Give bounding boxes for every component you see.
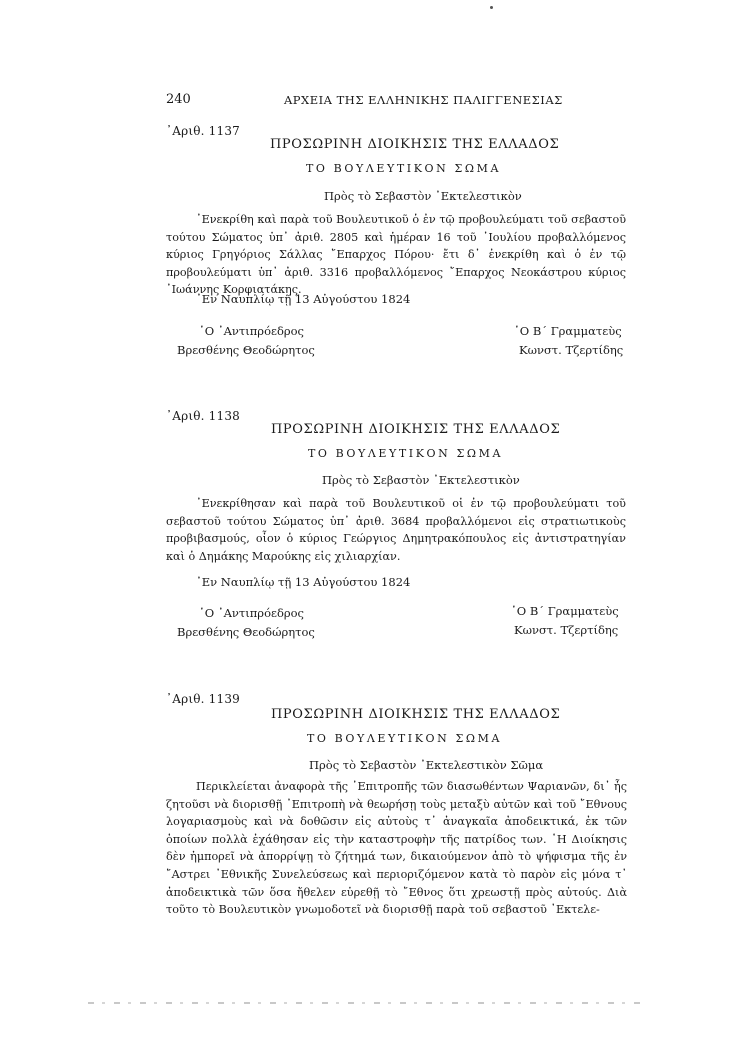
document-heading-body: ΤΟ ΒΟΥΛΕΥΤΙΚΟΝ ΣΩΜΑ	[307, 732, 502, 745]
document-heading-body: ΤΟ ΒΟΥΛΕΥΤΙΚΟΝ ΣΩΜΑ	[308, 447, 503, 460]
document-recipient: Πρὸς τὸ Σεβαστὸν ᾿Εκτελεστικὸν	[324, 189, 522, 203]
document-date: ᾿Εν Ναυπλίῳ τῇ 13 Αὐγούστου 1824	[196, 292, 411, 306]
signature-left-title: ῾Ο ᾿Αντιπρόεδρος	[199, 606, 304, 620]
signature-right-title: ῾Ο Β΄ Γραμματεὺς	[514, 324, 622, 338]
document-body: ᾿Ενεκρίθη καὶ παρὰ τοῦ Βουλευτικοῦ ὁ ἐν τῷ προβουλεύματι τοῦ σεβαστοῦ τούτου Σώματος ὑπ᾿ ἀριθ. 2805 καὶ ἡμέραν 16 τοῦ ᾿Ιουλίου προβαλλόμενος κύριος Γρηγόριος Σάλλας ῎Επαρχος Πόρου· ἔτι δ᾿ ἐνεκρίθη καὶ ὁ ἐν τῷ προβουλεύματι ὑπ᾿ ἀριθ. 3316 προβαλλόμενος ῎Επαρχος Νεοκάστρου κύριος ᾿Ιωάννης Κορφιατάκης.	[166, 213, 626, 297]
document-number: ᾿Αριθ. 1138	[166, 409, 241, 423]
signature-right-title: ῾Ο Β΄ Γραμματεὺς	[511, 604, 619, 618]
signature-left-name: Βρεσθένης Θεοδώρητος	[177, 343, 315, 357]
running-header-title: ΑΡΧΕΙΑ ΤΗΣ ΕΛΛΗΝΙΚΗΣ ΠΑΛΙΓΓΕΝΕΣΙΑΣ	[284, 93, 563, 107]
document-body: Περικλείεται ἀναφορὰ τῆς ᾿Επιτροπῆς τῶν διασωθέντων Ψαριανῶν, δι᾿ ἧς ζητοῦσι νὰ διορισθῇ ᾿Επιτροπὴ νὰ θεωρήσῃ τοὺς μεταξὺ αὐτῶν καὶ τοῦ ῎Εθνους λογαριασμοὺς καὶ νὰ δοθῶσιν εἰς αὐτοὺς τ᾿ ἀναγκαῖα ἀποδεικτικά, ἐκ τῶν ὁποίων πολλὰ ἐχάθησαν εἰς τὴν καταστροφὴν τῆς πατρίδος των. ῾Η Διοίκησις δὲν ἠμπορεῖ νὰ ἀπορρίψῃ τὸ ζήτημά των, δικαιούμενον ἀπὸ τὸ ψήφισμα τῆς ἐν ῎Αστρει ᾿Εθνικῆς Συνελεύσεως καὶ περιοριζόμενον κατὰ τὸ παρὸν εἰς μόνα τ᾿ ἀποδεικτικὰ τῶν ὅσα ἤθελεν εὑρεθῇ τὸ ῎Εθνος ὅτι χρεωστῇ πρὸς αὐτούς. Διὰ τοῦτο τὸ Βουλευτικὸν γνωμοδοτεῖ νὰ διορισθῇ παρὰ τοῦ σεβαστοῦ ᾿Εκτελε-	[166, 780, 627, 917]
signature-right-name: Κωνστ. Τζερτίδης	[519, 343, 624, 357]
scan-edge-noise	[88, 1002, 648, 1004]
document-recipient: Πρὸς τὸ Σεβαστὸν ᾿Εκτελεστικὸν Σῶμα	[309, 758, 544, 772]
document-recipient: Πρὸς τὸ Σεβαστὸν ᾿Εκτελεστικὸν	[322, 473, 520, 487]
document-heading-government: ΠΡΟΣΩΡΙΝΗ ΔΙΟΙΚΗΣΙΣ ΤΗΣ ΕΛΛΑΔΟΣ	[271, 422, 561, 437]
scan-speck	[490, 6, 493, 9]
document-date: ᾿Εν Ναυπλίῳ τῇ 13 Αὐγούστου 1824	[196, 575, 411, 589]
signature-right-name: Κωνστ. Τζερτίδης	[514, 623, 619, 637]
document-heading-body: ΤΟ ΒΟΥΛΕΥΤΙΚΟΝ ΣΩΜΑ	[306, 162, 501, 175]
document-number: ᾿Αριθ. 1137	[166, 124, 241, 138]
document-heading-government: ΠΡΟΣΩΡΙΝΗ ΔΙΟΙΚΗΣΙΣ ΤΗΣ ΕΛΛΑΔΟΣ	[270, 137, 560, 152]
document-heading-government: ΠΡΟΣΩΡΙΝΗ ΔΙΟΙΚΗΣΙΣ ΤΗΣ ΕΛΛΑΔΟΣ	[271, 707, 561, 722]
signature-left-title: ῾Ο ᾿Αντιπρόεδρος	[199, 324, 304, 338]
document-body: ᾿Ενεκρίθησαν καὶ παρὰ τοῦ Βουλευτικοῦ οἱ ἐν τῷ προβουλεύματι τοῦ σεβαστοῦ τούτου Σώματος ὑπ᾿ ἀριθ. 3684 προβαλλόμενοι εἰς στρατιωτικοὺς προβιβασμούς, οἷον ὁ κύριος Γεώργιος Δημητρακόπουλος εἰς ἀντιστρατηγίαν καὶ ὁ Δημάκης Μαρούκης εἰς χιλιαρχίαν.	[166, 497, 626, 563]
page-number: 240	[166, 92, 191, 107]
signature-left-name: Βρεσθένης Θεοδώρητος	[177, 625, 315, 639]
document-number: ᾿Αριθ. 1139	[166, 692, 241, 706]
